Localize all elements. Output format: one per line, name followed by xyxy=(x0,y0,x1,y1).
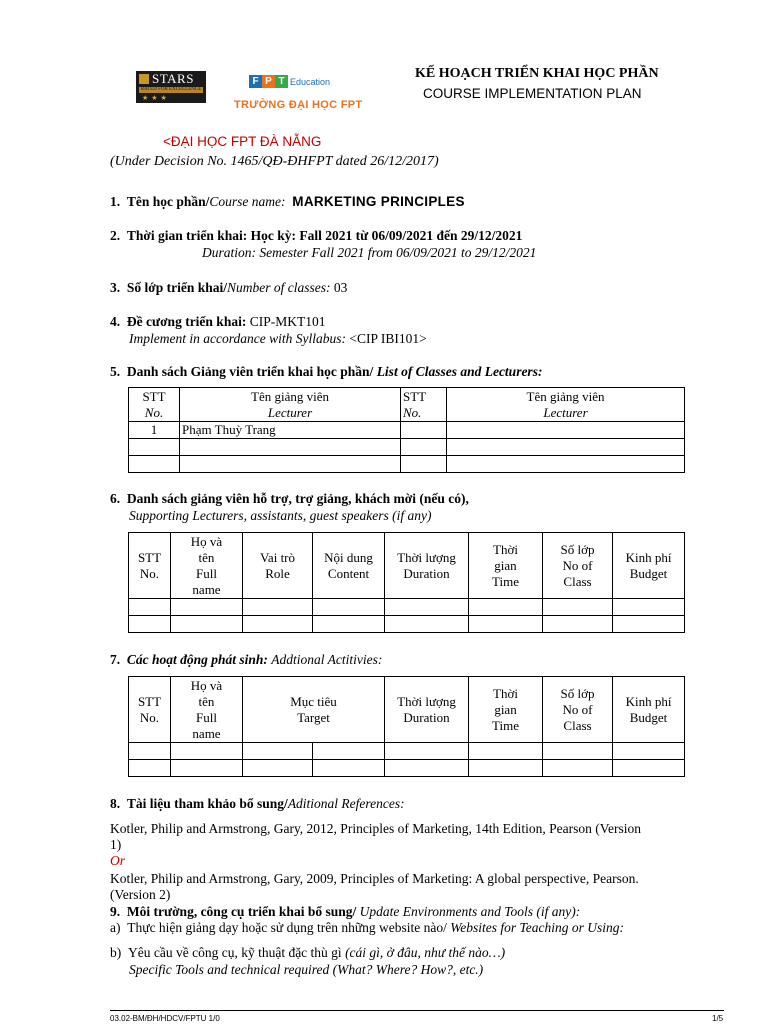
header-content: Nội dung Content xyxy=(313,533,385,599)
table-row xyxy=(129,456,685,473)
table-header-row xyxy=(129,677,685,743)
section-number: 1. xyxy=(110,194,121,209)
footer-divider xyxy=(110,1010,724,1011)
stars-badge-icon xyxy=(139,74,149,84)
header-lecturer-2: Tên giảng viên Lecturer xyxy=(447,388,685,422)
table-row xyxy=(129,422,685,439)
activities-label-vn: Các hoạt động phát sinh: xyxy=(126,652,268,667)
section-number: 9. xyxy=(110,904,121,919)
item-a-en: Websites for Teaching or Using: xyxy=(450,920,625,935)
row-lecturer: Phạm Thuỳ Trang xyxy=(180,422,401,439)
table-row xyxy=(129,743,685,760)
header-duration: Thời lượng Duration xyxy=(385,677,469,743)
syllabus-en-value: <CIP IBI101> xyxy=(349,331,427,346)
header-full-name: Họ và tên Full name xyxy=(171,677,243,743)
lecturers-label-vn: Danh sách Giảng viên triển khai học phần/ xyxy=(126,364,374,379)
stars-rating-icon: ★★★ xyxy=(142,94,170,102)
references-label-vn: Tài liệu tham khảo bổ sung/ xyxy=(126,796,288,811)
classes-value: 03 xyxy=(333,280,348,295)
item-a-vn: Thực hiện giảng dạy hoặc sử dụng trên những website nào/ xyxy=(127,920,447,935)
header-budget: Kinh phí Budget xyxy=(613,533,685,599)
additional-activities-table xyxy=(128,676,685,777)
table-row xyxy=(129,439,685,456)
section-number-of-classes xyxy=(110,280,347,296)
reference-2-line-2: (Version 2) xyxy=(110,887,171,902)
item-b-vn: Yêu cầu về công cụ, kỹ thuật đặc thù gì xyxy=(128,945,342,960)
fpt-letter-f: F xyxy=(249,75,262,88)
activities-label-en: Addtional Actitivies: xyxy=(271,652,383,667)
duration-label: Thời gian triển khai: Học kỳ: Fall 2021 từ 06/09/2021 đến 29/12/2021 xyxy=(126,228,523,243)
lecturers-label-en: List of Classes and Lecturers: xyxy=(376,364,543,379)
row-stt: 1 xyxy=(129,422,180,439)
reference-1-line-2: 1) xyxy=(110,837,122,852)
course-name-label-vn: Tên học phần/ xyxy=(126,194,210,209)
table-header-row xyxy=(129,388,685,422)
stars-logo-tag: RATED FOR EXCELLENCE xyxy=(140,87,202,92)
row-stt-2 xyxy=(401,439,447,456)
section-number: 5. xyxy=(110,364,121,379)
table-row xyxy=(129,760,685,777)
table-row xyxy=(129,599,685,616)
section-syllabus xyxy=(110,314,325,330)
header-budget: Kinh phí Budget xyxy=(613,677,685,743)
tools-label-vn: Môi trường, công cụ triển khai bổ sung/ xyxy=(126,904,357,919)
tools-label-en: Update Environments and Tools (if any): xyxy=(359,904,581,919)
tools-item-a xyxy=(110,920,624,936)
tools-item-b xyxy=(110,945,505,961)
row-lecturer-2 xyxy=(447,439,685,456)
duration-en: Duration: Semester Fall 2021 from 06/09/2021 to 29/12/2021 xyxy=(202,245,537,260)
supporting-lecturers-table xyxy=(128,532,685,633)
document-title-vn: KẾ HOẠCH TRIỂN KHAI HỌC PHẦN xyxy=(415,66,659,81)
references-label-en: Aditional References: xyxy=(287,796,405,811)
header-stt: STT No. xyxy=(129,388,180,422)
footer-page-number: 1/5 xyxy=(712,1014,724,1023)
footer-form-code: 03.02-BM/ĐH/HDCV/FPTU 1/0 xyxy=(110,1014,220,1023)
syllabus-en-line xyxy=(129,331,427,347)
fpt-university-name: TRƯỜNG ĐẠI HỌC FPT xyxy=(234,99,363,111)
header-no-of-class: Số lớp No of Class xyxy=(543,677,613,743)
section-supporting-lecturers xyxy=(110,491,469,507)
row-lecturer xyxy=(180,456,401,473)
fpt-education-label: Education xyxy=(290,77,331,87)
classes-label-vn: Số lớp triển khai/ xyxy=(126,280,227,295)
row-stt xyxy=(129,439,180,456)
row-stt-2 xyxy=(401,422,447,439)
supporting-label: Danh sách giảng viên hỗ trợ, trợ giảng, khách mời (nếu có), xyxy=(126,491,469,506)
item-b-vn-italic: (cái gì, ở đâu, như thế nào…) xyxy=(345,945,506,960)
course-name-label-en: Course name: xyxy=(209,194,286,209)
header-role: Vai trò Role xyxy=(243,533,313,599)
fpt-letter-p: P xyxy=(262,75,275,88)
section-number: 3. xyxy=(110,280,121,295)
course-name-value: MARKETING PRINCIPLES xyxy=(292,194,465,209)
reference-2-line-1: Kotler, Philip and Armstrong, Gary, 2009, Principles of Marketing: A global perspective, Pearson. xyxy=(110,871,639,886)
section-environments-tools xyxy=(110,904,580,920)
section-number: 4. xyxy=(110,314,121,329)
item-b-en: Specific Tools and technical required (What? Where? How?, etc.) xyxy=(129,962,484,977)
table-row xyxy=(129,616,685,633)
row-lecturer-2 xyxy=(447,422,685,439)
header-stt: STT No. xyxy=(129,677,171,743)
header-stt: STT No. xyxy=(129,533,171,599)
table-header-row xyxy=(129,533,685,599)
header-time: Thời gian Time xyxy=(469,677,543,743)
stars-logo xyxy=(136,71,206,103)
fpt-letter-t: T xyxy=(275,75,288,88)
syllabus-label-en: Implement in accordance with Syllabus: xyxy=(129,331,346,346)
row-lecturer xyxy=(180,439,401,456)
header-target: Mục tiêu Target xyxy=(243,677,385,743)
document-title-en: COURSE IMPLEMENTATION PLAN xyxy=(423,86,642,101)
syllabus-value: CIP-MKT101 xyxy=(249,314,326,329)
reference-1-line-1: Kotler, Philip and Armstrong, Gary, 2012, Principles of Marketing, 14th Edition, Pearson (Version xyxy=(110,821,642,836)
fpt-education-logo xyxy=(225,71,365,113)
item-prefix: b) xyxy=(110,945,122,960)
header-time: Thời gian Time xyxy=(469,533,543,599)
reference-or: Or xyxy=(110,853,126,868)
classes-label-en: Number of classes: xyxy=(227,280,331,295)
row-stt-2 xyxy=(401,456,447,473)
header-full-name: Họ và tên Full name xyxy=(171,533,243,599)
header-lecturer: Tên giảng viên Lecturer xyxy=(180,388,401,422)
stars-logo-word: STARS xyxy=(152,71,194,86)
header-duration: Thời lượng Duration xyxy=(385,533,469,599)
supporting-label-en: Supporting Lecturers, assistants, guest speakers (if any) xyxy=(129,508,432,523)
section-number: 6. xyxy=(110,491,121,506)
header-stt-2: STT No. xyxy=(401,388,447,422)
section-number: 8. xyxy=(110,796,121,811)
row-stt xyxy=(129,456,180,473)
section-duration xyxy=(110,228,522,244)
row-lecturer-2 xyxy=(447,456,685,473)
header-no-of-class: Số lớp No of Class xyxy=(543,533,613,599)
section-additional-activities xyxy=(110,652,382,668)
section-lecturers xyxy=(110,364,542,380)
item-prefix: a) xyxy=(110,920,121,935)
section-course-name xyxy=(110,194,465,210)
decision-reference: (Under Decision No. 1465/QĐ-ĐHFPT dated 26/12/2017) xyxy=(110,154,439,169)
section-number: 7. xyxy=(110,652,121,667)
lecturers-table xyxy=(128,387,685,473)
section-references xyxy=(110,796,405,812)
section-number: 2. xyxy=(110,228,121,243)
campus-name: <ĐẠI HỌC FPT ĐÀ NẴNG xyxy=(163,134,322,149)
syllabus-label-vn: Đề cương triển khai: xyxy=(126,314,247,329)
